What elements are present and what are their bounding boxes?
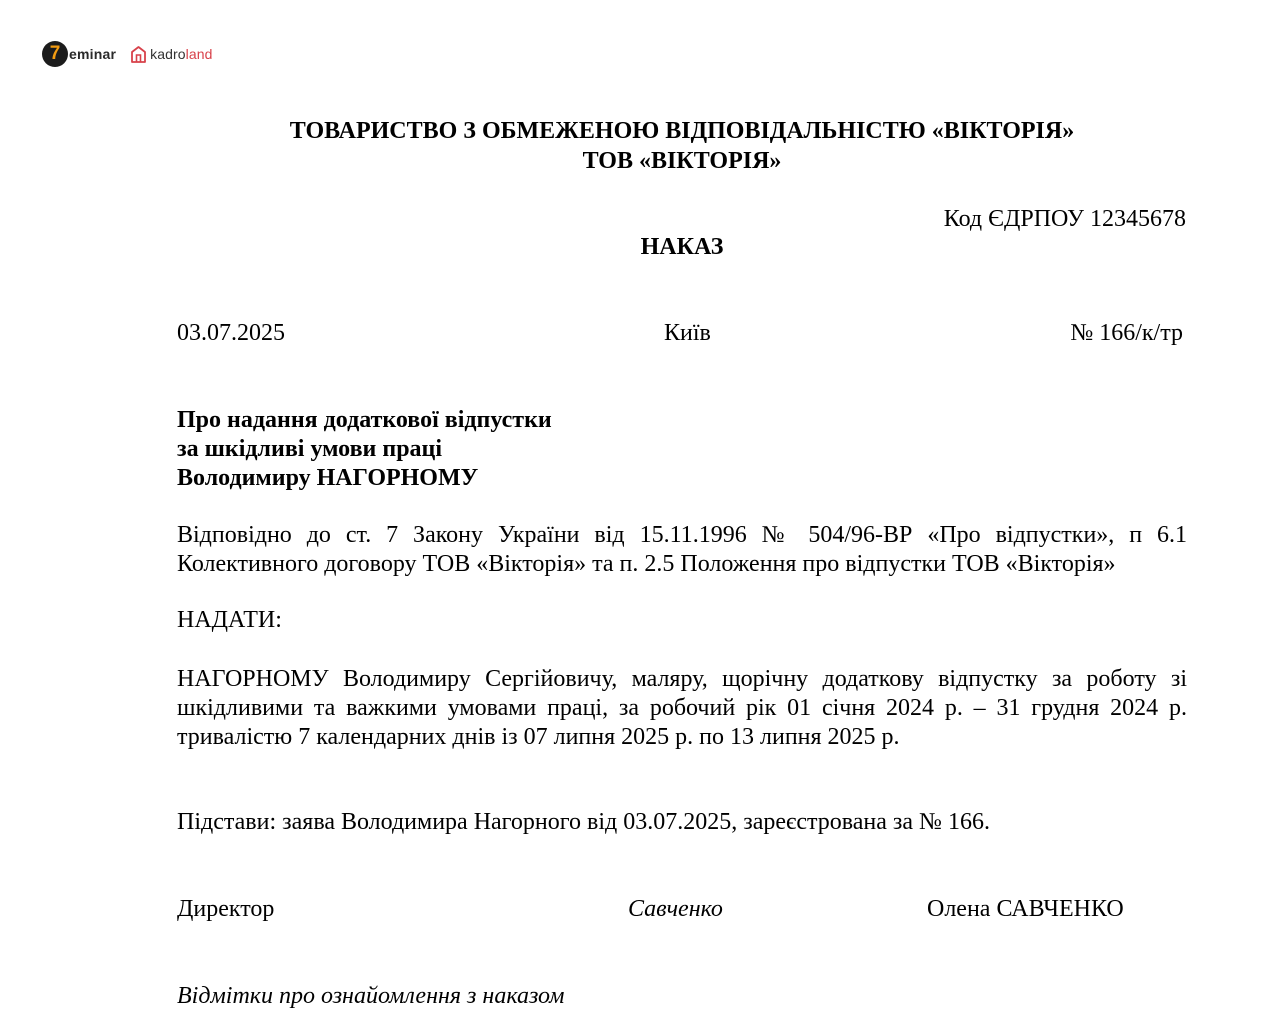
order-text-paragraph: НАГОРНОМУ Володимиру Сергійовичу, маляру, щорічну додаткову відпустку за роботу зі шкідливими та важкими умовами праці, за робочий рік 01 січня 2024 р. – 31 грудня 2024 р. тривалістю 7 календарних днів із 07 липня 2025 р. по 13 липня 2025 р. <box>177 666 1187 750</box>
acknowledgement-heading: Відмітки про ознайомлення з наказом <box>177 983 565 1009</box>
document-type-title: НАКАЗ <box>640 234 724 260</box>
kadroland-logo-text <box>150 46 212 62</box>
organization-short-name: ТОВ «ВІКТОРІЯ» <box>582 148 782 174</box>
subject-line-3: Володимиру НАГОРНОМУ <box>177 465 479 491</box>
seminar-logo-text: eminar <box>69 46 117 62</box>
kadroland-accent-text: land <box>185 46 213 62</box>
kadroland-main-text: kadro <box>150 46 186 62</box>
order-subject <box>177 406 552 493</box>
document-number: № 166/к/тр <box>1070 320 1183 346</box>
document-meta-row <box>177 320 1183 347</box>
seminar-seven-digit: 7 <box>49 43 61 64</box>
grounds-line: Підстави: заява Володимира Нагорного від 03.07.2025, зареєстрована за № 166. <box>177 809 990 835</box>
signatory-position: Директор <box>177 896 275 922</box>
kadroland-house-icon <box>130 45 147 64</box>
edrpou-code: Код ЄДРПОУ 12345678 <box>943 206 1186 232</box>
signatory-name: Олена САВЧЕНКО <box>927 896 1124 922</box>
legal-basis-paragraph: Відповідно до ст. 7 Закону України від 15.11.1996 № 504/96-ВР «Про відпустки», п 6.1 Колективного договору ТОВ «Вікторія» та п. 2.5 Положення про відпустки ТОВ «Вікторія» <box>177 522 1187 577</box>
kadroland-logo <box>130 45 212 64</box>
subject-line-2: за шкідливі умови праці <box>177 436 443 462</box>
document-date: 03.07.2025 <box>177 320 285 346</box>
logos <box>42 38 213 70</box>
seminar-logo <box>42 41 116 67</box>
subject-line-1: Про надання додаткової відпустки <box>177 407 552 433</box>
order-directive-word: НАДАТИ: <box>177 607 282 633</box>
handwritten-signature: Савченко <box>628 896 723 922</box>
organization-full-name: ТОВАРИСТВО З ОБМЕЖЕНОЮ ВІДПОВІДАЛЬНІСТЮ «ВІКТОРІЯ» <box>289 118 1075 144</box>
seminar-seven-badge <box>42 41 68 67</box>
document-city: Київ <box>664 320 711 346</box>
